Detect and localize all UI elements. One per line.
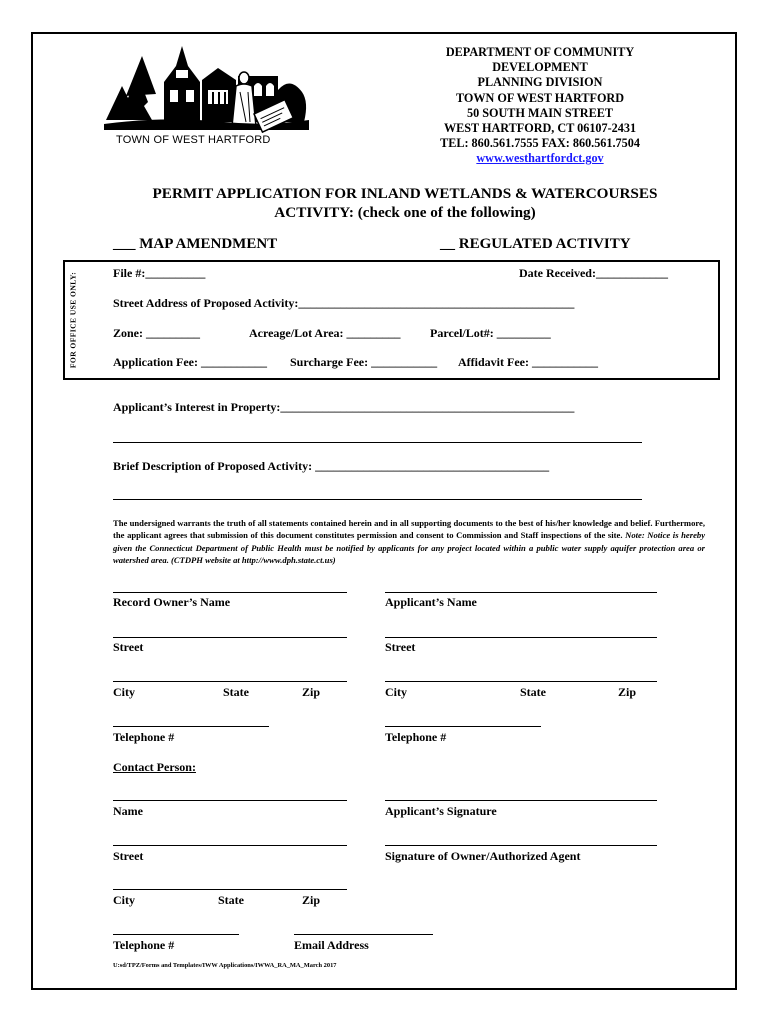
contact-street-line[interactable] bbox=[113, 845, 347, 846]
certification-statement bbox=[113, 517, 705, 566]
owner-city-label: City bbox=[113, 685, 135, 699]
contact-city-line[interactable] bbox=[113, 889, 347, 890]
map-amendment-option[interactable]: ___ MAP AMENDMENT bbox=[113, 236, 278, 252]
brief-description-field[interactable]: Brief Description of Proposed Activity: _______________________________________ bbox=[113, 459, 550, 473]
dept-line: DEPARTMENT OF COMMUNITY bbox=[445, 45, 635, 59]
application-fee-field[interactable]: Application Fee: ___________ bbox=[113, 355, 267, 369]
owner-city-line[interactable] bbox=[113, 681, 347, 682]
applicant-city-line[interactable] bbox=[385, 681, 657, 682]
contact-street-label: Street bbox=[113, 849, 144, 863]
dept-line: TEL: 860.561.7555 FAX: 860.561.7504 bbox=[440, 136, 640, 151]
applicant-telephone-line[interactable] bbox=[385, 726, 541, 727]
zone-field[interactable]: Zone: _________ bbox=[113, 326, 200, 340]
applicant-street-line[interactable] bbox=[385, 637, 657, 638]
page-border bbox=[31, 32, 737, 990]
applicant-name-line[interactable] bbox=[385, 592, 657, 593]
owner-street-line[interactable] bbox=[113, 637, 347, 638]
applicant-state-label: State bbox=[520, 685, 546, 699]
street-address-field[interactable]: Street Address of Proposed Activity:______________________________________________ bbox=[113, 296, 575, 310]
contact-city-label: City bbox=[113, 893, 135, 907]
applicant-street-label: Street bbox=[385, 640, 416, 654]
brief-description-line-2[interactable] bbox=[113, 499, 642, 500]
statement-text: The undersigned warrants the truth of all statements contained herein and in all supporting documents to the best of his/her knowledge and belief. Furthermore, the applicant agrees that submission of this document constitutes permission and consent to Commission and Staff inspections of the site. bbox=[113, 518, 705, 541]
logo-caption: TOWN OF WEST HARTFORD bbox=[116, 134, 271, 146]
regulated-activity-option[interactable]: __ REGULATED ACTIVITY bbox=[440, 236, 631, 252]
title-line-1: PERMIT APPLICATION FOR INLAND WETLANDS & WATERCOURSES bbox=[152, 185, 658, 202]
contact-person-heading: Contact Person: bbox=[113, 760, 196, 774]
applicant-signature-line[interactable] bbox=[385, 800, 657, 801]
applicant-city-label: City bbox=[385, 685, 407, 699]
contact-state-label: State bbox=[218, 893, 244, 907]
website-link[interactable]: www.westhartfordct.gov bbox=[476, 151, 604, 166]
dept-line: 50 SOUTH MAIN STREET bbox=[467, 105, 613, 120]
contact-email-label: Email Address bbox=[294, 938, 369, 952]
owner-signature-line[interactable] bbox=[385, 845, 657, 846]
applicant-signature-label: Applicant’s Signature bbox=[385, 804, 497, 818]
applicant-interest-line-2[interactable] bbox=[113, 442, 642, 443]
date-received-field[interactable]: Date Received:____________ bbox=[519, 266, 668, 280]
title-line-2: ACTIVITY: (check one of the following) bbox=[274, 203, 536, 221]
applicant-interest-field[interactable]: Applicant’s Interest in Property:_________________________________________________ bbox=[113, 400, 575, 414]
form-title bbox=[60, 185, 750, 222]
affidavit-fee-field[interactable]: Affidavit Fee: ___________ bbox=[458, 355, 598, 369]
contact-telephone-line[interactable] bbox=[113, 934, 239, 935]
record-owner-name-line[interactable] bbox=[113, 592, 347, 593]
acreage-field[interactable]: Acreage/Lot Area: _________ bbox=[249, 326, 401, 340]
dept-line: DEVELOPMENT bbox=[492, 60, 588, 75]
owner-street-label: Street bbox=[113, 640, 144, 654]
office-use-side-label: FOR OFFICE USE ONLY: bbox=[68, 271, 78, 369]
contact-name-label: Name bbox=[113, 804, 143, 818]
dept-line: PLANNING DIVISION bbox=[477, 75, 603, 90]
owner-state-label: State bbox=[223, 685, 249, 699]
owner-telephone-line[interactable] bbox=[113, 726, 269, 727]
record-owner-name-label: Record Owner’s Name bbox=[113, 595, 231, 609]
dept-line: TOWN OF WEST HARTFORD bbox=[455, 90, 625, 105]
surcharge-fee-field[interactable]: Surcharge Fee: ___________ bbox=[290, 355, 438, 369]
owner-telephone-label: Telephone # bbox=[113, 730, 175, 744]
owner-zip-label: Zip bbox=[302, 685, 321, 699]
applicant-name-label: Applicant’s Name bbox=[385, 595, 477, 609]
applicant-zip-label: Zip bbox=[618, 685, 637, 699]
parcel-field[interactable]: Parcel/Lot#: _________ bbox=[430, 326, 551, 340]
contact-name-line[interactable] bbox=[113, 800, 347, 801]
department-address-block bbox=[395, 45, 685, 167]
footer-file-path: U:sd/TPZ/Forms and Templates/IWW Applications/IWWA_RA_MA_March 2017 bbox=[113, 962, 337, 969]
statement-note: Note: Notice is hereby given the Connecticut Department of Public Health must be notified by applicants for any project located within a public water supply aquifer protection area or watershed area. (CTDPH website at http://www.dph.state.ct.us) bbox=[113, 530, 706, 565]
contact-telephone-label: Telephone # bbox=[113, 938, 175, 952]
dept-line: WEST HARTFORD, CT 06107-2431 bbox=[443, 121, 637, 136]
file-number-field[interactable]: File #:__________ bbox=[113, 266, 206, 280]
contact-email-line[interactable] bbox=[294, 934, 433, 935]
contact-zip-label: Zip bbox=[302, 893, 321, 907]
applicant-telephone-label: Telephone # bbox=[385, 730, 447, 744]
owner-signature-label: Signature of Owner/Authorized Agent bbox=[385, 849, 581, 863]
